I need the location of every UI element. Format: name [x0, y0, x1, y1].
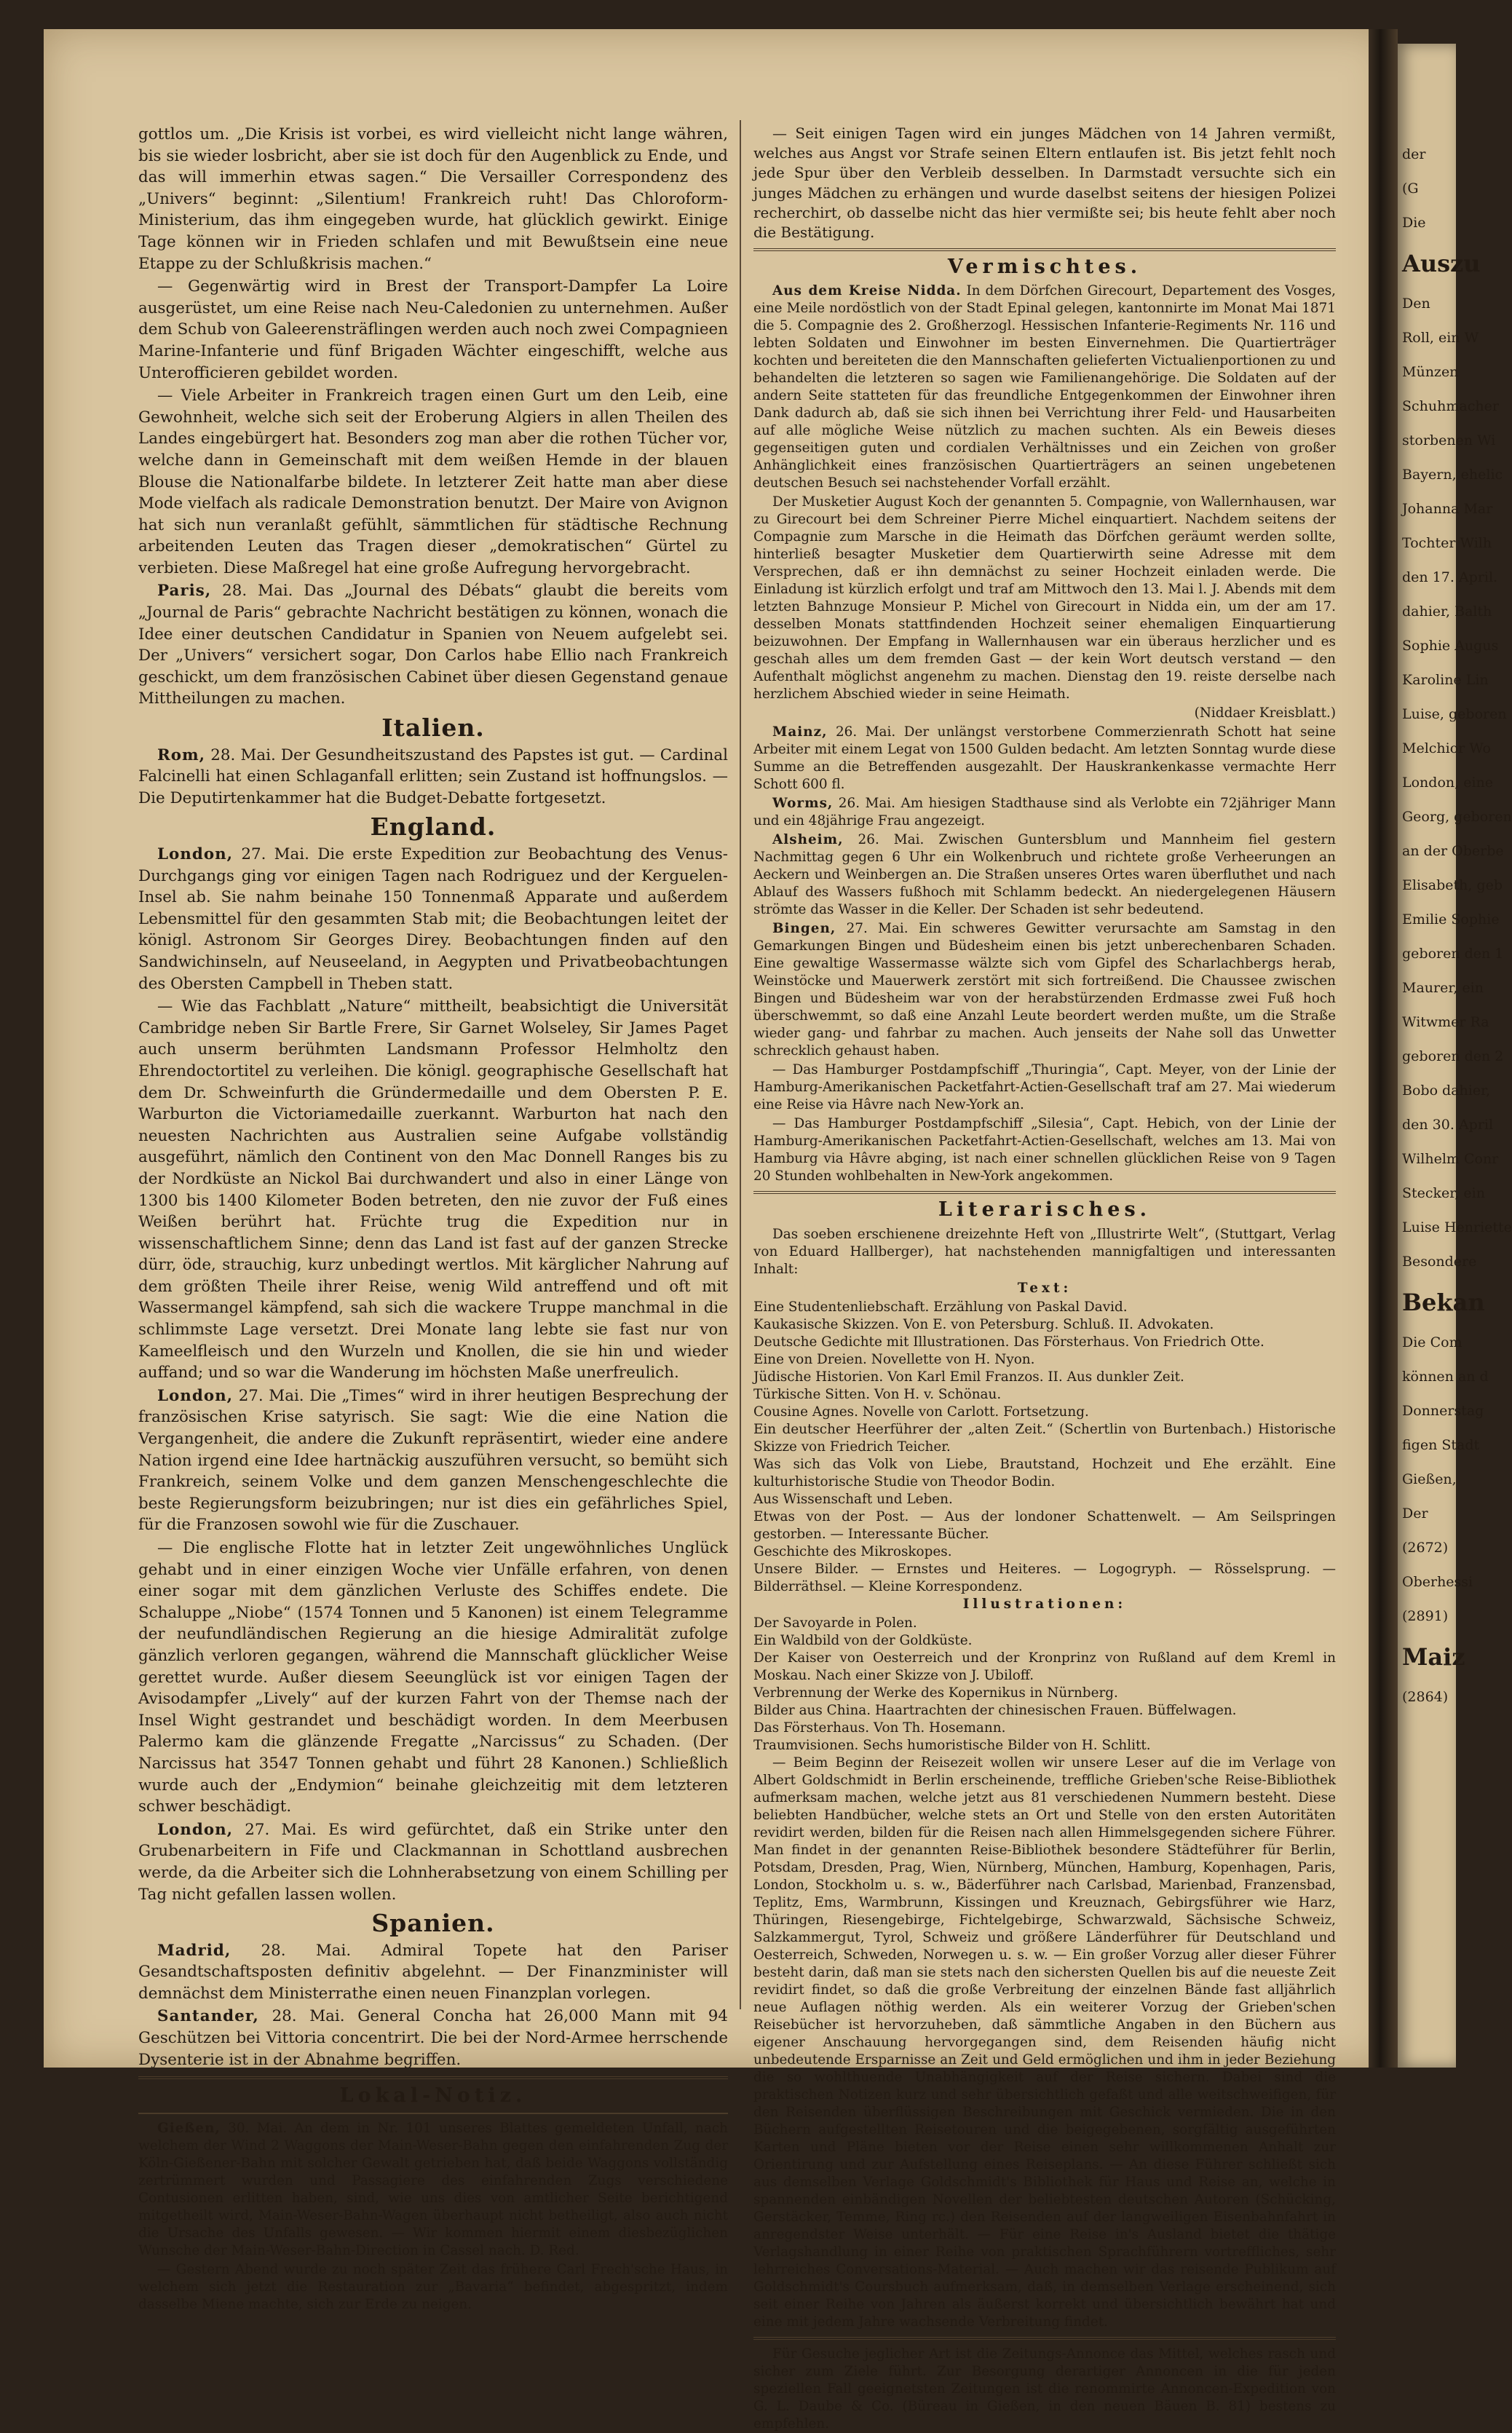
article-silesia: — Das Hamburger Postdampfschiff „Silesia“, Capt. Hebich, von der Linie der Hamburg-Amerikanischen Packetfahrt-Actien-Gesellschaft, welches am 13. Mai von Hamburg via Hâvre abging, ist nach einer schnellen glücklichen Reise von 9 Tagen 20 Stunden wohlbehalten in New-York angekommen.: [753, 1116, 1336, 1184]
article-madrid: [138, 1940, 728, 2005]
adjacent-page-fragment: Wilhelm Conr: [1402, 1151, 1499, 1167]
dateline-nidda: Aus dem Kreise Nidda.: [772, 283, 962, 299]
adjacent-page-fragment: Luise Henriette: [1402, 1219, 1512, 1235]
literarisches-illustration-item: Das Försterhaus. Von Th. Hosemann.: [753, 1720, 1006, 1736]
literarisches-text-item: Etwas von der Post. — Aus der londoner Schattenwelt. — Am Seilspringen gestorben. — Interessante Bücher.: [753, 1508, 1336, 1542]
adjacent-page-fragment: dahier, Balth: [1402, 604, 1492, 620]
literarisches-text-list: [753, 1299, 1336, 1596]
article-giessen-text: 30. Mai. An dem in Nr. 101 unseres Blattes gemeldeten Unfall, nach welchem der Wind 2 Waggons der Main-Weser-Bahn gegen den einfahrenden Zug der Köln-Gießener-Bahn mit solcher Gewalt getrieben hat, daß beide Waggons vollständig zertrümmert wurden und Passagiere des einfahrenden Zugs verschiedene Contusionen erlitten haben, sind, wie uns dies von amtlicher Seite berichtigend mitgetheilt wird, Main-Weser-Bahn-Wagen überhaupt nicht betheiligt, also auch nicht die Ursache des Unfalls gewesen. — Wir kommen hiermit einem diesbezüglichen Wunsche der Main-Weser-Bahn-Direction in Cassel nach. D. Red.: [138, 2120, 728, 2258]
adjacent-page-fragment: (G: [1402, 181, 1419, 197]
left-column: [138, 124, 728, 2312]
adjacent-page-fragment: Stecker, ein: [1402, 1185, 1485, 1201]
section-divider: [753, 2337, 1336, 2340]
article-santander: [138, 2006, 728, 2070]
adjacent-page-fragment: Bobo dahier,: [1402, 1083, 1491, 1099]
article-london-2: [138, 1385, 728, 1536]
article-madrid-text: 28. Mai. Admiral Topete hat den Pariser Gesandtschaftsposten definitiv abgelehnt. — Der Finanzminister will demnächst dem Ministerrathe einen neuen Finanzplan vorlegen.: [138, 1941, 728, 2003]
literarisches-text-item: Was sich das Volk von Liebe, Brautstand, Hochzeit und Ehe erzählt. Eine kulturhistorische Studie von Theodor Bodin.: [753, 1456, 1336, 1490]
adjacent-page-fragment: Georg, geboren: [1402, 809, 1512, 825]
adjacent-page-fragment: Der: [1402, 1506, 1428, 1522]
right-column: [753, 124, 1337, 2432]
dateline-madrid: Madrid,: [157, 1941, 231, 1960]
adjacent-page-edge: [1398, 44, 1512, 2068]
article-nidda-source: (Niddaer Kreisblatt.): [1194, 705, 1336, 721]
column-rule: [740, 120, 741, 2009]
article-flotte: — Die englische Flotte hat in letzter Zeit ungewöhnliches Unglück gehabt und in einer einzigen Woche vier Unfälle erfahren, von denen einer sogar mit dem gänzlichen Verluste des Schiffes endete. Die Schaluppe „Niobe“ (1574 Tonnen und 5 Kanonen) ist einem Telegramme der neufundländischen Regierung an die hiesige Admiralität zufolge gänzlich verloren gegangen, während die Mannschaft glücklicher Weise gerettet wurde. Außer diesem Seeunglück ist vor einigen Tagen der Avisodampfer „Lively“ auf der kurzen Fahrt von der Themse nach der Insel Wight gestrandet und beschädigt worden. In dem Meerbusen Palermo kam die glänzende Fregatte „Narcissus“ zu Schaden. (Der Narcissus hat 3547 Tonnen gehabt und führt 28 Kanonen.) Schließlich wurde auch der „Endymion“ beinahe gleichzeitig mit dem letzteren schwer beschädigt.: [138, 1539, 728, 1816]
adjacent-page-fragment: Emilie Sophie: [1402, 911, 1500, 927]
article-london-2-text: 27. Mai. Die „Times“ wird in ihrer heutigen Besprechung der französischen Krise satyrisch. Sie sagt: Wie die eine Nation die Vergangenheit, die andere die Zukunft repräsentirt, wieder eine andere Nation irgend eine Idee hartnäckig auszuführen versucht, so bemüht sich Frankreich, seinem Volke und dem ganzen Menschengeschlechte die beste Regierungsform beizubringen; nur ist dies ein gefährliches Spiel, für die Franzosen sowohl wie für die Zuschauer.: [138, 1386, 728, 1535]
adjacent-page-fragment: Karoline Lin: [1402, 672, 1489, 688]
adjacent-page-fragment: (2672): [1402, 1540, 1449, 1556]
dateline-worms: Worms,: [772, 796, 834, 812]
dateline-mainz: Mainz,: [772, 724, 828, 740]
heading-text: Text:: [1017, 1280, 1072, 1296]
section-divider: [753, 248, 1336, 251]
adjacent-page-fragment: Donnerstag: [1402, 1403, 1484, 1419]
article-worms-text: 26. Mai. Am hiesigen Stadthause sind als Verlobte ein 72jähriger Mann und ein 48jährige Frau angezeigt.: [753, 796, 1336, 829]
book-gutter: [1369, 29, 1398, 2068]
article-thuringia: — Das Hamburger Postdampfschiff „Thuringia“, Capt. Meyer, von der Linie der Hamburg-Amerikanischen Packetfahrt-Actien-Gesellschaft traf am 27. Mai wiederum eine Reise via Hâvre nach New-York an.: [753, 1062, 1336, 1113]
article-arbeiter: — Viele Arbeiter in Frankreich tragen einen Gurt um den Leib, eine Gewohnheit, welche sich seit der Eroberung Algiers in allen Theilen des Landes eingebürgert hat. Besonders zog man aber die rothen Tücher vor, welche dann in Gemeinschaft mit dem weißen Hemde in der blauen Blouse die Nationalfarbe bildete. In letzterer Zeit hatte man aber diese Mode vielfach als radicale Demonstration benutzt. Der Maire von Avignon hat sich nun veranlaßt gefühlt, sämmtlichen für städtische Rechnung arbeitenden Leuten das Tragen dieser „demokratischen“ Gürtel zu verbieten. Diese Maßregel hat eine große Aufregung hervorgebracht.: [138, 387, 728, 577]
article-giessen: [138, 2120, 728, 2260]
dateline-bingen: Bingen,: [772, 921, 836, 937]
article-alsheim: [753, 831, 1336, 919]
adjacent-page-fragment: an der Oberbe: [1402, 843, 1504, 859]
adjacent-page-fragment: Sophie Augus: [1402, 638, 1499, 654]
adjacent-page-fragment: Witwmer Ra: [1402, 1014, 1489, 1030]
section-divider: [138, 2076, 728, 2079]
article-london-3-text: 27. Mai. Es wird gefürchtet, daß ein Strike unter den Grubenarbeitern in Fife und Clackmannan in Schottland ausbrechen werde, da die Arbeiter sich die Lohnherabsetzung von einem Schilling per Tag nicht gefallen lassen wollen.: [138, 1820, 728, 1904]
adjacent-page-fragment: Die: [1402, 215, 1426, 231]
article-nature: — Wie das Fachblatt „Nature“ mittheilt, beabsichtigt die Universität Cambridge neben Sir Bartle Frere, Sir Garnet Wolseley, Sir James Paget auch unserm berühmten Landsmann Professor Helmholtz den Ehrendoctortitel zu verleihen. Die königl. geographische Gesellschaft hat dem Dr. Schweinfurth die Gründermedaille und dem Obersten P. E. Warburton die Victoriamedaille zuerkannt. Warburton hat nach den neuesten Nachrichten aus Australien seine Aufgabe vollständig ausgeführt, nämlich den Continent von den Mac Donnell Ranges bis zu der Nordküste an Nickol Bai durchwandert und also in einer Länge von 1300 bis 1400 Kilometer Boden betreten, den nie zuvor der Fuß eines Weißen berührt hat. Früchte trug die Expedition nur in wissenschaftlichem Sinne; denn das Land ist fast auf der ganzen Strecke dürr, öde, strauchig, kurz unbedingt wertlos. Mit kärglicher Nahrung auf dem größten Theile ihrer Reise, wenig Wild antreffend und oft mit Wassermangel kämpfend, sah sich die wackere Truppe manchmal in die schlimmste Lage versetzt. Drei Monate lang lebte sie fast nur von Kameelfleisch und den Wurzeln und Knollen, die sie hin und wieder auffand; und so war die Wanderung im höchsten Maße unerfreulich.: [138, 997, 728, 1382]
dateline-rom: Rom,: [157, 745, 206, 764]
article-london-1-text: 27. Mai. Die erste Expedition zur Beobachtung des Venus-Durchgangs ging vor einigen Tagen nach Rodriguez und der Kerguelen-Insel ab. Sie nahm beinahe 150 Tonnenmaß Apparate und außerdem Lebensmittel für den gesammten Stab mit; die Beobachtungen leitet der königl. Astronom Sir Georges Direy. Beobachtungen finden auf den Sandwichinseln, auf Neuseeland, in Aegypten und Privatbeobachtungen des Obersten Campbell in Theben statt.: [138, 845, 728, 993]
literarisches-text-item: Aus Wissenschaft und Leben.: [753, 1491, 953, 1507]
article-continuation: gottlos um. „Die Krisis ist vorbei, es wird vielleicht nicht lange währen, bis sie wieder losbricht, aber sie ist doch für den Augenblick zu Ende, und das will immerhin etwas sagen.“ Die Versailler Correspondenz des „Univers“ beginnt: „Silentium! Frankreich ruht! Das Chloroform-Ministerium, das ihm eingegeben wurde, hat glücklich gewirkt. Einige Tage können wir in Frieden schlafen und mit Bewußtsein eine neue Etappe zu der Schlußkrisis machen.“: [138, 125, 728, 273]
article-annoncen: Für Gesuche jeglicher Art ist die Zeitungs-Annonce das Mittel, welches rasch und sicher zum Ziele führt. Zur Besorgung derartiger Annoncen in die für jeden speziellen Fall geeignetsten Zeitungen ist die renommirte Annoncen-Expedition von G. L. Daube & Co. (Büreau in Gießen, in den neuen Bäuen B. 81) bestens zu empfehlen.: [753, 2346, 1336, 2432]
adjacent-page-fragment: Roll, ein W: [1402, 330, 1479, 346]
adjacent-page-fragment: Melchior Wo: [1402, 740, 1491, 756]
literarisches-illustration-item: Der Savoyarde in Polen.: [753, 1615, 917, 1631]
literarisches-text-item: Unsere Bilder. — Ernstes und Heiteres. — Logogryph. — Rösselsprung. — Bilderräthsel. — Kleine Korrespondenz.: [753, 1561, 1336, 1594]
adjacent-page-fragment: storbenen Wi: [1402, 432, 1496, 448]
adjacent-page-fragment: Maiz: [1402, 1643, 1465, 1671]
article-worms: [753, 795, 1336, 830]
adjacent-page-fragment: Bekan: [1402, 1289, 1485, 1316]
article-mainz-text: 26. Mai. Der unlängst verstorbene Commerzienrath Schott hat seine Arbeiter mit einem Legat von 1500 Gulden bedacht. Am letzten Sonntag wurde diese Summe an die Betreffenden ausgezahlt. Der Hauskrankenkasse vermachte Herr Schott 600 fl.: [753, 724, 1336, 793]
adjacent-page-fragment: den 30. April: [1402, 1117, 1494, 1133]
heading-england: England.: [370, 812, 496, 842]
literarisches-illustration-item: Der Kaiser von Oesterreich und der Kronprinz von Rußland auf dem Kreml in Moskau. Nach einer Skizze von J. Ubiloff.: [753, 1650, 1336, 1683]
literarisches-illustration-item: Traumvisionen. Sechs humoristische Bilder von H. Schlitt.: [753, 1737, 1151, 1753]
adjacent-page-fragment: Die Com: [1402, 1334, 1462, 1350]
adjacent-page-fragment: Besondere: [1402, 1254, 1477, 1270]
adjacent-page-fragment: (2891): [1402, 1608, 1449, 1624]
literarisches-text-item: Jüdische Historien. Von Karl Emil Franzos. II. Aus dunkler Zeit.: [753, 1369, 1184, 1385]
literarisches-illustration-list: [753, 1615, 1336, 1754]
adjacent-page-fragment: Oberhessi: [1402, 1574, 1473, 1590]
adjacent-page-fragment: Schuhmacher: [1402, 398, 1499, 414]
article-santander-text: 28. Mai. General Concha hat 26,000 Mann mit 94 Geschützen bei Vittoria concentrirt. Die bei der Nord-Armee herrschende Dysenterie ist in der Abnahme begriffen.: [138, 2007, 728, 2069]
dateline-santander: Santander,: [157, 2007, 259, 2026]
literarisches-text-item: Cousine Agnes. Novelle von Carlott. Fortsetzung.: [753, 1404, 1089, 1420]
dateline-paris: Paris,: [157, 582, 212, 601]
adjacent-page-fragment: London, eine: [1402, 775, 1494, 791]
literarisches-text-item: Türkische Sitten. Von H. v. Schönau.: [753, 1386, 1002, 1402]
dateline-london-1: London,: [157, 845, 234, 863]
article-nidda: [753, 282, 1336, 492]
article-bingen: [753, 920, 1336, 1060]
heading-lokal-notiz: Lokal-Notiz.: [339, 2084, 527, 2108]
article-london-1: [138, 844, 728, 994]
literarisches-text-item: Eine Studentenliebschaft. Erzählung von Paskal David.: [753, 1299, 1128, 1315]
adjacent-page-fragment: Bayern, ehelic: [1402, 467, 1503, 483]
adjacent-page-fragment: Luise, geboren: [1402, 706, 1507, 722]
adjacent-page-fragment: Tochter Wilh: [1402, 535, 1492, 551]
heading-illustrationen: Illustrationen:: [962, 1596, 1127, 1612]
dateline-alsheim: Alsheim,: [772, 832, 844, 848]
article-london-3: [138, 1819, 728, 1905]
adjacent-page-fragment: Den: [1402, 296, 1430, 312]
literarisches-text-item: Kaukasische Skizzen. Von E. von Petersburg. Schluß. II. Advokaten.: [753, 1316, 1214, 1332]
literarisches-illustration-item: Bilder aus China. Haartrachten der chinesischen Frauen. Büffelwagen.: [753, 1702, 1237, 1718]
article-bingen-text: 27. Mai. Ein schweres Gewitter verursachte am Samstag in den Gemarkungen Bingen und Büdesheim einen bis jetzt unberechenbaren Schaden. Eine gewaltige Wassermasse wälzte sich vom Gipfel des Scharlachbergs herab, Weinstöcke und Mauerwerk zerstört mit sich fortreißend. Die Chaussee zwischen Bingen und Büdesheim war von der herabstürzenden Erdmasse zwei Fuß hoch überschwemmt, so daß eine Anzahl Leute beordert werden mußte, um die Straße wieder gang- und fahrbar zu machen. Auch jenseits der Nahe soll das Unwetter schrecklich gehaust haben.: [753, 921, 1336, 1059]
article-brest: — Gegenwärtig wird in Brest der Transport-Dampfer La Loire ausgerüstet, um eine Reise nach Neu-Caledonien zu unternehmen. Außer dem Schub von Galeerensträflingen werden auch noch zwei Compagnieen Marine-Infanterie und fünf Brigaden Wächter eingeschifft, welche aus Unterofficieren gebildet worden.: [138, 277, 728, 382]
literarisches-text-item: Deutsche Gedichte mit Illustrationen. Das Försterhaus. Von Friedrich Otte.: [753, 1334, 1264, 1350]
literarisches-text-item: Ein deutscher Heerführer der „alten Zeit.“ (Schertlin von Burtenbach.) Historische Skizze von Friedrich Teicher.: [753, 1421, 1336, 1455]
dateline-london-2: London,: [157, 1386, 234, 1405]
article-paris: [138, 580, 728, 710]
adjacent-page-fragment: figen Stadt: [1402, 1437, 1480, 1453]
dateline-london-3: London,: [157, 1820, 234, 1839]
adjacent-page-fragment: geboren den 2: [1402, 1048, 1504, 1064]
literarisches-illustration-item: Ein Waldbild von der Goldküste.: [753, 1632, 973, 1648]
adjacent-page-fragment: den 17. April.: [1402, 569, 1498, 585]
literarisches-intro: Das soeben erschienene dreizehnte Heft von „Illustrirte Welt“, (Stuttgart, Verlag von Eduard Hallberger), hat nachstehenden mannigfaltigen und interessanten Inhalt:: [753, 1226, 1336, 1277]
heading-italien: Italien.: [381, 713, 485, 743]
article-rom: [138, 745, 728, 810]
adjacent-page-fragment: Maurer, ein: [1402, 980, 1484, 996]
article-alsheim-text: 26. Mai. Zwischen Guntersblum und Mannheim fiel gestern Nachmittag gegen 6 Uhr ein Wolkenbruch und richtete große Verheerungen an Aeckern und Weinbergen an. Die Straßen unseres Ortes waren überfluthet und nach Ablauf des Wassers fußhoch mit Schlamm bedeckt. An niedergelegenen Häusern strömte das Wasser in die Keller. Der Schaden ist sehr bedeutend.: [753, 832, 1336, 918]
article-rom-text: 28. Mai. Der Gesundheitszustand des Papstes ist gut. — Cardinal Falcinelli hat einen Schlaganfall erlitten; sein Zustand ist hoffnungslos. — Die Deputirtenkammer hat die Budget-Debatte fortgesetzt.: [138, 745, 728, 807]
literarisches-text-item: Eine von Dreien. Novellette von H. Nyon.: [753, 1351, 1035, 1367]
adjacent-page-fragment: geboren den 1: [1402, 946, 1504, 962]
article-paris-text: 28. Mai. Das „Journal des Débats“ glaubt die bereits vom „Journal de Paris“ gebrachte Nachricht bestätigen zu können, wonach die Idee einer deutschen Candidatur in Spanien von Neuem aufgelebt sei. Der „Univers“ versichert sogar, Don Carlos habe Ellio nach Frankreich geschickt, um dem französischen Cabinet über diesen Gegenstand genaue Mittheilungen zu machen.: [138, 582, 728, 708]
article-nidda-text: In dem Dörfchen Girecourt, Departement des Vosges, eine Meile nordöstlich von der Stadt Epinal gelegen, kantonnirte im Monat Mai 1871 die 5. Compagnie des 2. Großherzogl. Hessischen Infanterie-Regiments Nr. 116 und lebten Soldaten und Einwohner im besten Einvernehmen. Die Quartierträger kochten und bereiteten die den Mannschaften gelieferten Victualienportionen zu und behandelten die letzteren so sagen wie Familienangehörige. Die Soldaten auf der andern Seite statteten für das freundliche Entgegenkommen der Einwohner ihren Dank dadurch ab, daß sie sich ihnen bei Verrichtung ihrer Feld- und Hausarbeiten auf alle mögliche Weise nützlich zu machen suchten. Als ein Beweis dieses gegenseitigen guten und cordialen Verhältnisses und ein Zeichen von großer Anhänglichkeit eines französischen Quartierträgers an seinen ungebetenen deutschen Besuch sei nachstehender Vorfall erzählt.: [753, 283, 1337, 491]
article-vermisst: — Seit einigen Tagen wird ein junges Mädchen von 14 Jahren vermißt, welches aus Angst vor Strafe seinen Eltern entlaufen ist. Bis jetzt fehlt noch jede Spur über den Verbleib desselben. In Darmstadt versuchte sich ein junges Mädchen zu erhängen und wurde daselbst seitens der hiesigen Polizei recherchirt, ob dasselbe nicht das hier vermißte sei; bis heute fehlt aber noch die Bestätigung.: [753, 124, 1336, 242]
adjacent-page-fragment: der: [1402, 146, 1426, 162]
adjacent-page-fragment: Elisabeth, geb: [1402, 877, 1503, 893]
adjacent-page-fragment: Auszu: [1402, 250, 1481, 277]
heading-vermischtes: Vermischtes.: [947, 256, 1142, 279]
section-divider: [753, 1191, 1336, 1194]
adjacent-page-fragment: Münzen: [1402, 364, 1459, 380]
heading-spanien: Spanien.: [371, 1909, 495, 1938]
literarisches-illustration-item: Verbrennung der Werke des Kopernikus in Nürnberg.: [753, 1685, 1118, 1701]
adjacent-page-fragment: Johanna Mar: [1402, 501, 1493, 517]
article-nidda-2: Der Musketier August Koch der genannten 5. Compagnie, von Wallernhausen, war zu Girecourt bei dem Schreiner Pierre Michel einquartiert. Nachdem seitens der Compagnie zum Marsche in die Heimath das Dörfchen geräumt werden sollte, hinterließ besagter Musketier dem Quartierwirth seine Adresse mit dem Versprechen, daß er ihn demnächst zu seiner Hochzeit einladen werde. Die Einladung ist kürzlich erfolgt und traf am Mittwoch den 13. Mai l. J. Abends mit dem letzten Bahnzuge Monsieur P. Michel von Girecourt in Nidda ein, um der am 17. desselben Monats stattfindenden Hochzeit seiner ehemaligen Einquartierung beizuwohnen. Der Empfang in Wallernhausen war ein überaus herzlicher und es geschah alles um dem fremden Gast — der kein Wort deutsch verstand — den Aufenthalt möglichst angenehm zu machen. Dienstag den 19. reiste derselbe nach herzlichem Abschied wieder in seine Heimath.: [753, 494, 1336, 703]
article-giessen-2: — Gestern Abend wurde zu noch später Zeit das frühere Carl Frech'sche Haus, in welchem sich jetzt die Restauration zur „Bavaria“ befindet, abgespritzt, indem dasselbe Miene machte, sich zur Erde zu neigen.: [138, 2261, 728, 2312]
adjacent-page-fragment: Gießen,: [1402, 1471, 1457, 1487]
heading-literarisches: Literarisches.: [938, 1198, 1152, 1222]
literarisches-text-item: Geschichte des Mikroskopes.: [753, 1543, 952, 1559]
article-mainz: [753, 724, 1336, 794]
dateline-giessen: Gießen,: [157, 2120, 221, 2136]
article-reise-bibliothek: — Beim Beginn der Reisezeit wollen wir unsere Leser auf die im Verlage von Albert Goldschmidt in Berlin erscheinende, treffliche Grieben'sche Reise-Bibliothek aufmerksam machen, welche jetzt aus 81 verschiedenen Nummern besteht. Diese beliebten Handbücher, welche stets an Ort und Stelle von den ersten Autoritäten revidirt werden, bilden für die Reisen nach allen Himmelsgegenden sichere Führer. Man findet in der genannten Reise-Bibliothek besondere Städteführer für Berlin, Potsdam, Dresden, Prag, Wien, Nürnberg, München, Hamburg, Kopenhagen, Paris, London, Stockholm u. s. w., Bäderführer nach Carlsbad, Marienbad, Franzensbad, Teplitz, Ems, Warmbrunn, Kissingen und Kreuznach, Gebirgsführer wie Harz, Thüringen, Riesengebirge, Fichtelgebirge, Schwarzwald, Sächsische Schweiz, Salzkammergut, Tyrol, Schweiz und größere Länderführer für Deutschland und Oesterreich, Schweden, Norwegen u. s. w. — Ein großer Vorzug aller dieser Führer besteht darin, daß man sie stets nach den sichersten Quellen bis auf die neueste Zeit revidirt findet, so daß die große Verbreitung der einzelnen Bände fast alljährlich neue Auflagen nöthig werden. Als ein weiterer Vorzug der Grieben'schen Reisebücher ist hervorzuheben, daß sämmtliche Angaben in den Büchern aus eigener Anschauung hervorgegangen sind, dem Reisenden häufig nicht unbedeutende Ersparnisse an Zeit und Geld ermöglichen und ihm in jeder Beziehung die so wohlthuende Unabhängigkeit auf der Reise sichern. Dabei sind die praktischen Notizen kurz und sehr übersichtlich gefaßt und alle weitschweifigen, für den Reisenden überflüssigen Beschreibungen mit Geschick vermieden. Die in den Büchern aufgestellten Reisetouren und die beigegebenen, sorgfältig ausgeführten Karten und Pläne bieten vor der Reise einen sehr willkommenen Anhalt zur Orientirung und zur Aufstellung eines Reiseplans. — An diese Führer schließt sich aus demselben Verlage Goldschmidt's Bibliothek für Haus und Reise an, welche in spannenden einbändigen Novellen der beliebtesten deutschen Autoren (Schücking, Gerstäcker, Temme, Ring rc.) den Reisenden auf der langweiligen Eisenbahnfahrt in anregendster Weise unterhält. — Für eine Reise in's Ausland bietet die thätige Verlagshandlung in einer Reihe von praktischen Sprachführern vortreffliches, sehr lehrreiches Conversations-Material. — Auch machen wir das reisende Publikum auf Goldschmidt's Coursbuch aufmerksam, daß, in demselben Verlage erscheinend, sich seit einer Reihe von Jahren als äußerst korrekt und übersichtlich bewährt hat und eine mit jedem Jahre wachsende Verbreitung findet.: [753, 1754, 1336, 2330]
section-divider: [138, 2113, 728, 2114]
adjacent-page-fragment: (2864): [1402, 1689, 1449, 1705]
adjacent-page-fragment: können an d: [1402, 1369, 1489, 1385]
